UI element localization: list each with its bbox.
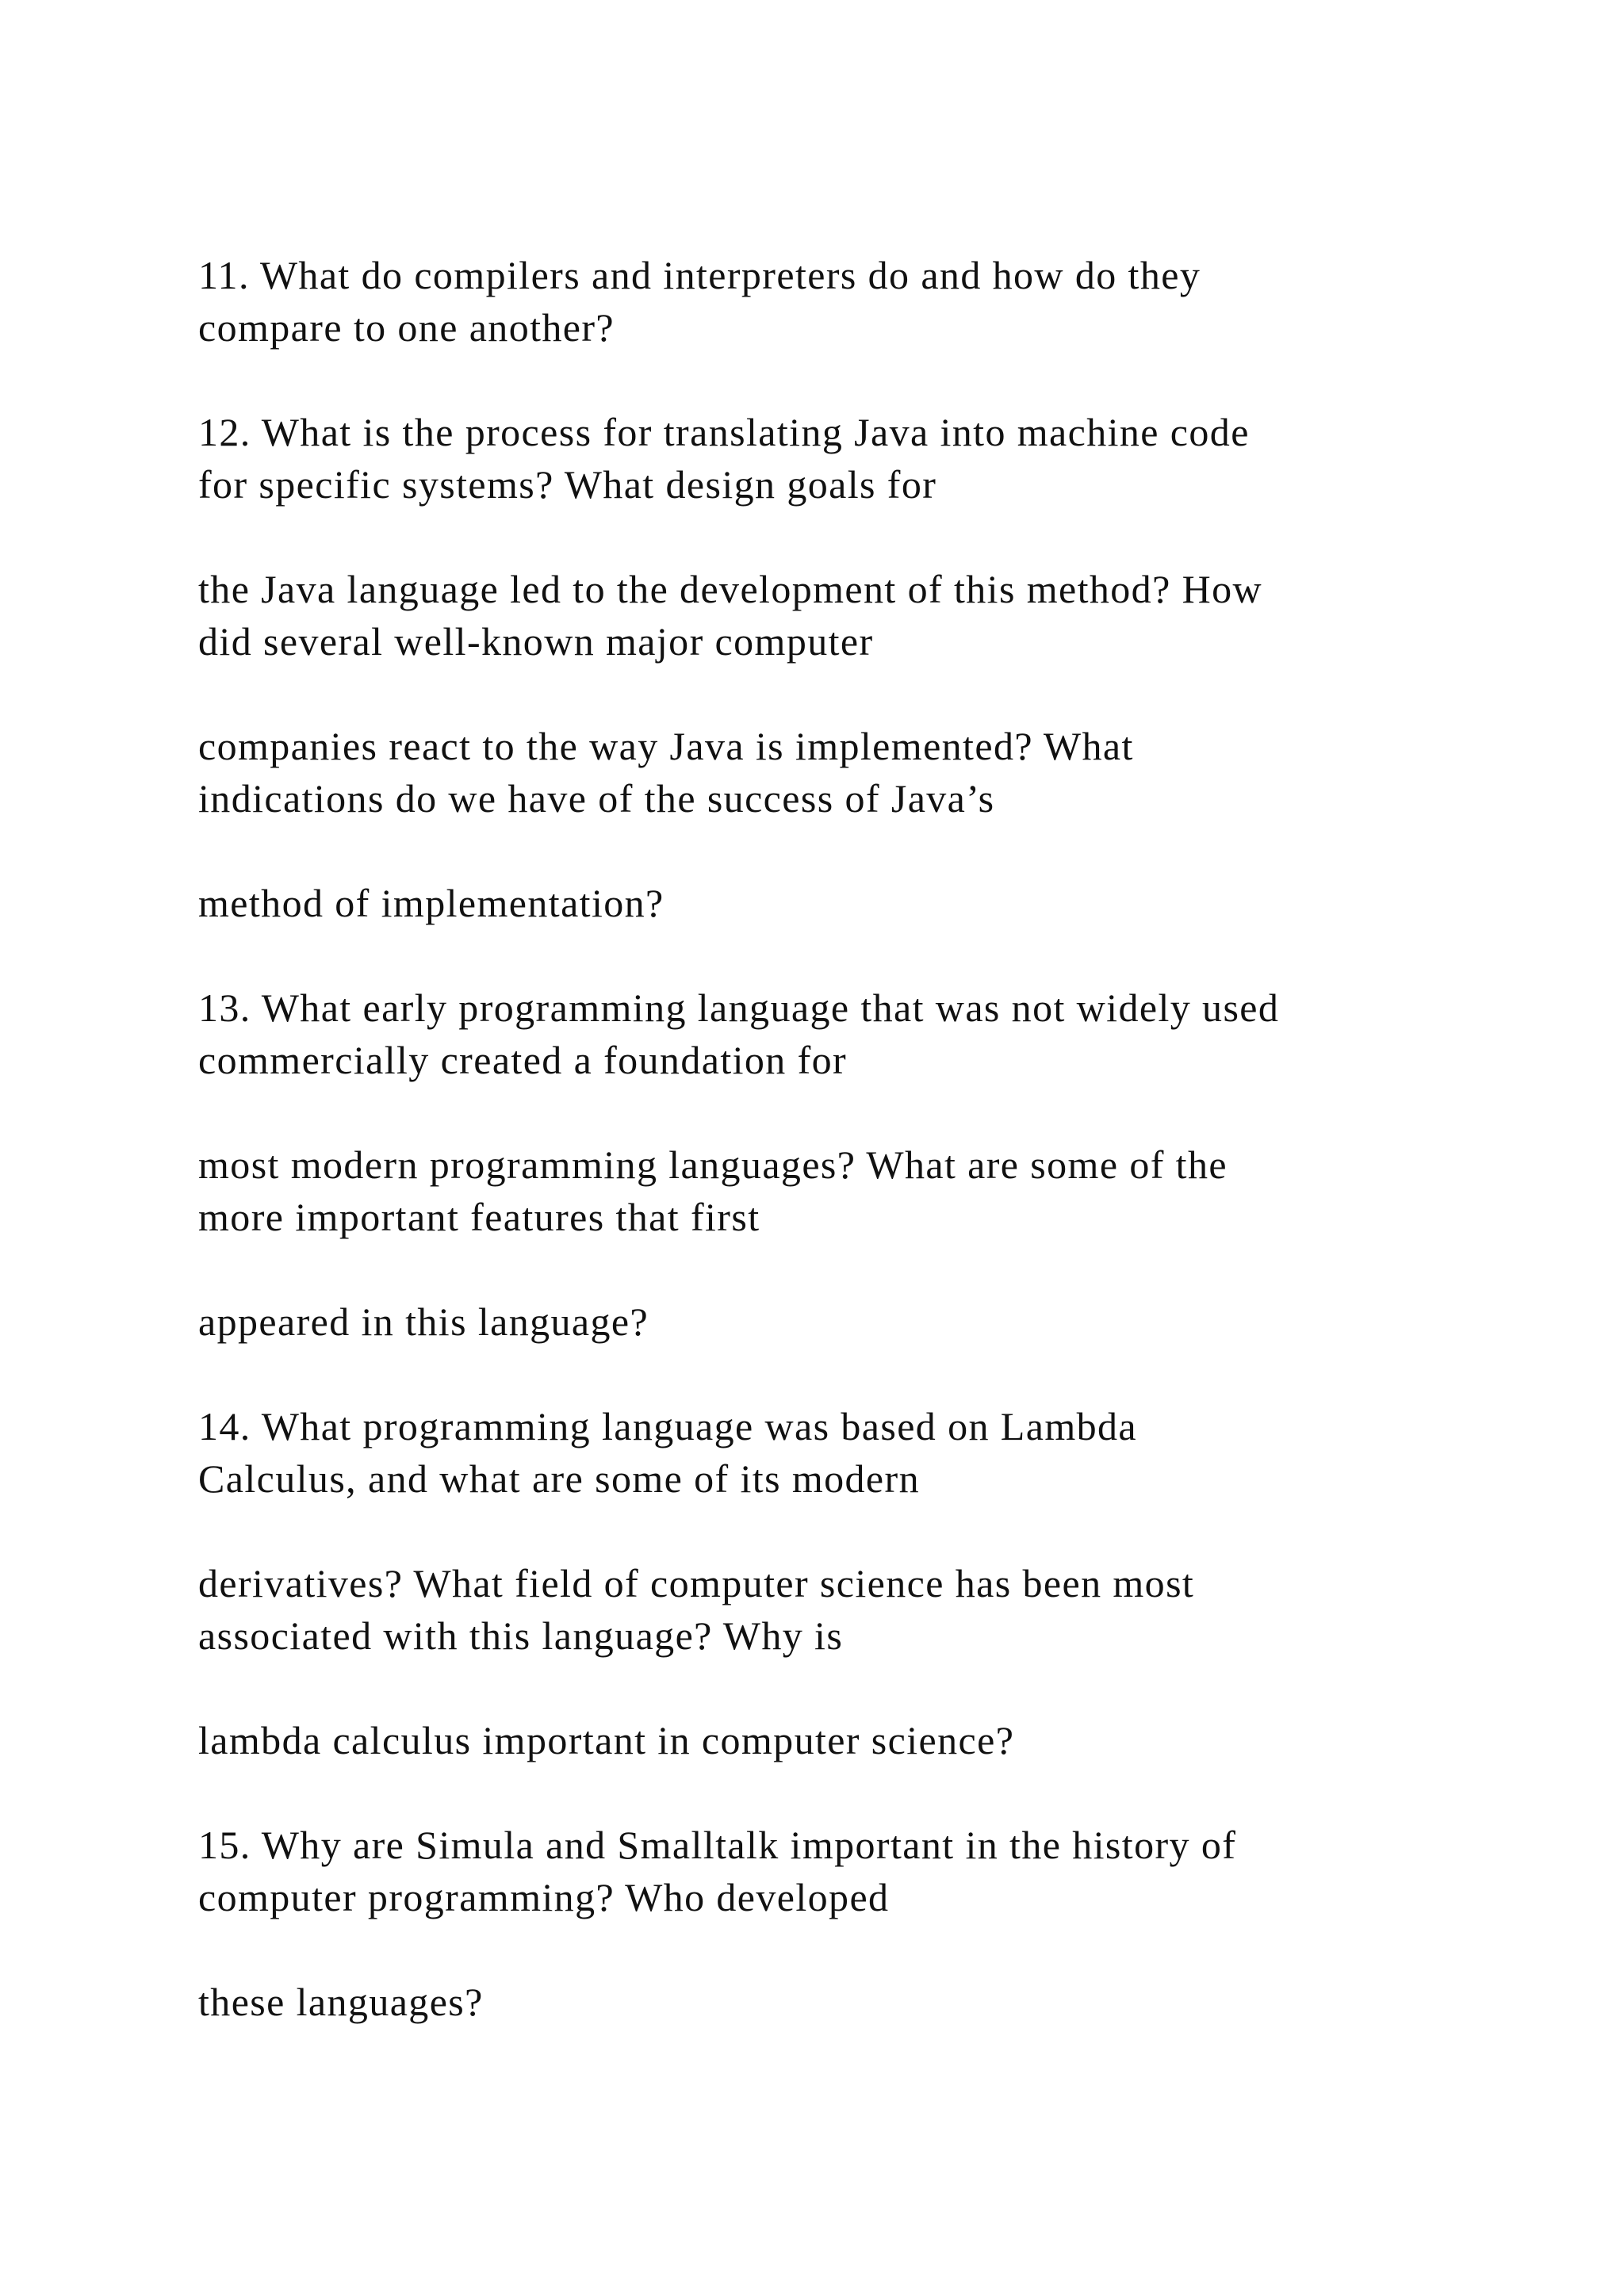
paragraph-q15-continued <box>198 1976 1546 2028</box>
text-line: 13. What early programming language that was not widely used <box>198 985 1280 1030</box>
paragraph-q13-continued <box>198 1138 1546 1243</box>
text-line: did several well-known major computer <box>198 619 874 664</box>
text-line: lambda calculus important in computer science? <box>198 1718 1015 1762</box>
text-line: companies react to the way Java is implemented? What <box>198 724 1134 768</box>
text-line: for specific systems? What design goals for <box>198 462 937 507</box>
text-line: associated with this language? Why is <box>198 1613 844 1658</box>
paragraph-q12-continued <box>198 563 1546 668</box>
paragraph-q15 <box>198 1819 1546 1923</box>
paragraph-q12 <box>198 406 1546 511</box>
paragraph-q13-continued <box>198 1295 1546 1348</box>
paragraph-q11 <box>198 249 1546 354</box>
text-line: compare to one another? <box>198 305 615 350</box>
text-line: the Java language led to the development of this method? How <box>198 567 1262 611</box>
paragraph-q14 <box>198 1400 1546 1505</box>
text-line: 12. What is the process for translating Java into machine code <box>198 410 1250 454</box>
text-line: indications do we have of the success of Java’s <box>198 776 995 821</box>
text-line: Calculus, and what are some of its modern <box>198 1456 920 1501</box>
paragraph-q14-continued <box>198 1714 1546 1766</box>
text-line: method of implementation? <box>198 881 665 925</box>
paragraph-q14-continued <box>198 1557 1546 1662</box>
paragraph-q12-continued <box>198 720 1546 825</box>
text-line: 15. Why are Simula and Smalltalk important in the history of <box>198 1823 1237 1867</box>
text-line: commercially created a foundation for <box>198 1038 848 1082</box>
text-line: appeared in this language? <box>198 1299 649 1344</box>
text-line: derivatives? What field of computer science has been most <box>198 1561 1195 1605</box>
text-line: most modern programming languages? What are some of the <box>198 1142 1228 1187</box>
text-line: these languages? <box>198 1980 484 2024</box>
paragraph-q12-continued <box>198 877 1546 929</box>
text-line: 14. What programming language was based on Lambda <box>198 1404 1138 1448</box>
text-line: computer programming? Who developed <box>198 1875 890 1919</box>
text-line: 11. What do compilers and interpreters do and how do they <box>198 253 1201 297</box>
text-line: more important features that first <box>198 1195 760 1239</box>
document-body <box>198 249 1546 2080</box>
paragraph-q13 <box>198 982 1546 1086</box>
